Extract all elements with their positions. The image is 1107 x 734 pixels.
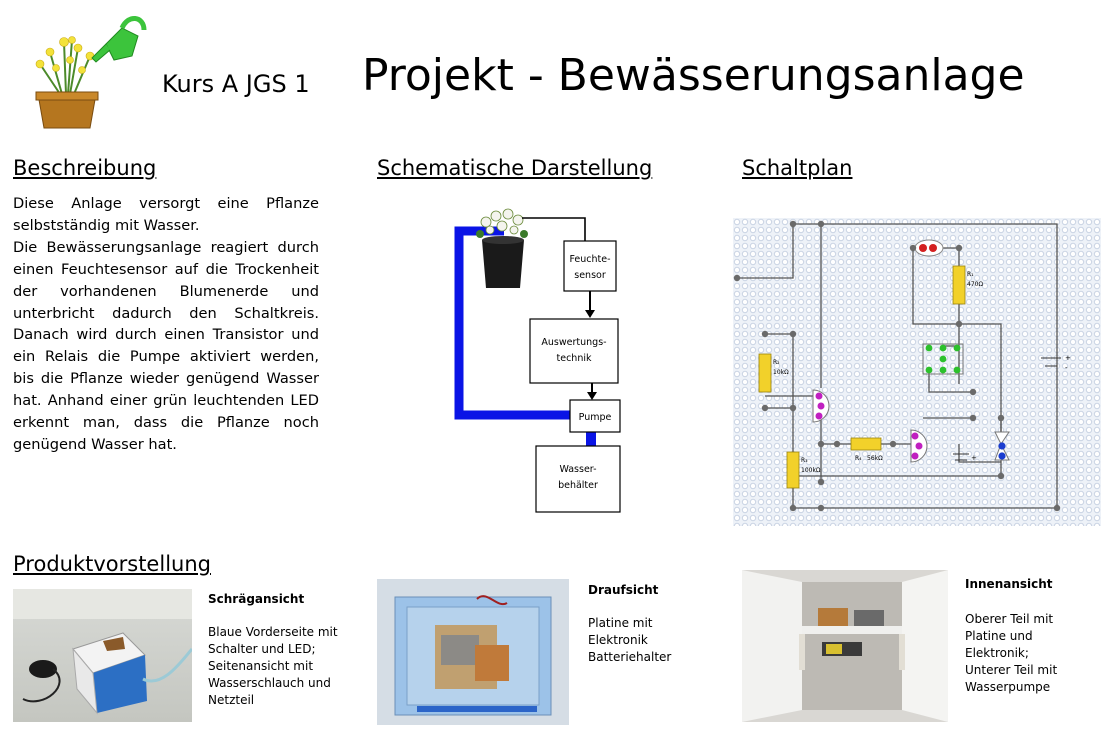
description-heading: Beschreibung (13, 156, 157, 180)
schematic-heading: Schematische Darstellung (377, 156, 653, 180)
r4-name: R₄ (855, 455, 862, 462)
plant-pot-icon (476, 209, 528, 288)
description-paragraph-2: Die Bewässerungsanlage reagiert durch einen Feuchtesensor auf die Trockenheit der vorhandenen Blumenerde und unterbricht dadurch den Schaltkreis. Danach wird durch einen Transistor und ein Relais die Pumpe aktiviert werden, bis die Pflanze wieder genügend Wasser hat. Anhand einer grün leuchtenden LED erkennt man, dass die Pflanze noch genügend Wasser hat. (13, 238, 319, 453)
description-paragraph-1: Diese Anlage versorgt eine Pflanze selbstständig mit Wasser. (13, 195, 319, 234)
r1-name: R₁ (967, 271, 974, 278)
resistor-r4 (851, 438, 883, 462)
photo-top-view (377, 579, 569, 725)
caption-title-3: Innenansicht (965, 577, 1053, 591)
r3-name: R₃ (801, 457, 808, 464)
pump-label: Pumpe (578, 412, 612, 423)
caption-text-1: Blaue Vorderseite mit Schalter und LED; Seitenansicht mit Wasserschlauch und Netzteil (208, 625, 338, 707)
schematic-diagram (450, 200, 630, 520)
photo-oblique-view (13, 589, 192, 722)
caption-title-2: Draufsicht (588, 583, 659, 597)
evaluation-box (530, 319, 618, 383)
sensor-label-2: sensor (574, 270, 606, 281)
sensor-wire (522, 218, 585, 241)
r2-name: R₂ (773, 359, 780, 366)
battery-plus-2: + (971, 454, 977, 462)
flower-pot-logo (20, 12, 160, 132)
r4-value: 56kΩ (867, 455, 883, 462)
arrow-head-1 (585, 310, 595, 318)
led-red (915, 240, 943, 256)
evaluation-label-1: Auswertungs- (541, 337, 607, 348)
flower-watering-icon (20, 12, 160, 132)
tank-label-2: behälter (558, 480, 598, 491)
product-heading: Produktvorstellung (13, 552, 211, 576)
page-title: Projekt - Bewässerungsanlage (362, 50, 1025, 101)
description-text (13, 193, 319, 456)
evaluation-label-2: technik (556, 353, 592, 364)
circuit-heading: Schaltplan (742, 156, 853, 180)
sensor-label-1: Feuchte- (569, 254, 611, 265)
sensor-box (564, 241, 616, 291)
caption-text-3: Oberer Teil mit Platine und Elektronik; Unterer Teil mit Wasserpumpe (965, 612, 1058, 694)
arrow-head-2 (587, 392, 597, 400)
tank-label-1: Wasser- (559, 464, 597, 475)
r1-value: 470Ω (967, 281, 984, 288)
battery-plus-1: + (1065, 354, 1071, 362)
photo-inside-view (742, 570, 948, 722)
caption-title-1: Schrägansicht (208, 592, 305, 606)
circuit-board (733, 218, 1101, 526)
caption-text-2: Platine mit Elektronik Batteriehalter (588, 616, 672, 664)
tank-box (536, 446, 620, 512)
course-label: Kurs A JGS 1 (162, 70, 310, 98)
r3-value: 100kΩ (801, 467, 821, 474)
battery-minus: - (1065, 364, 1068, 372)
water-pipe-tank (586, 432, 596, 446)
r2-value: 10kΩ (773, 369, 789, 376)
